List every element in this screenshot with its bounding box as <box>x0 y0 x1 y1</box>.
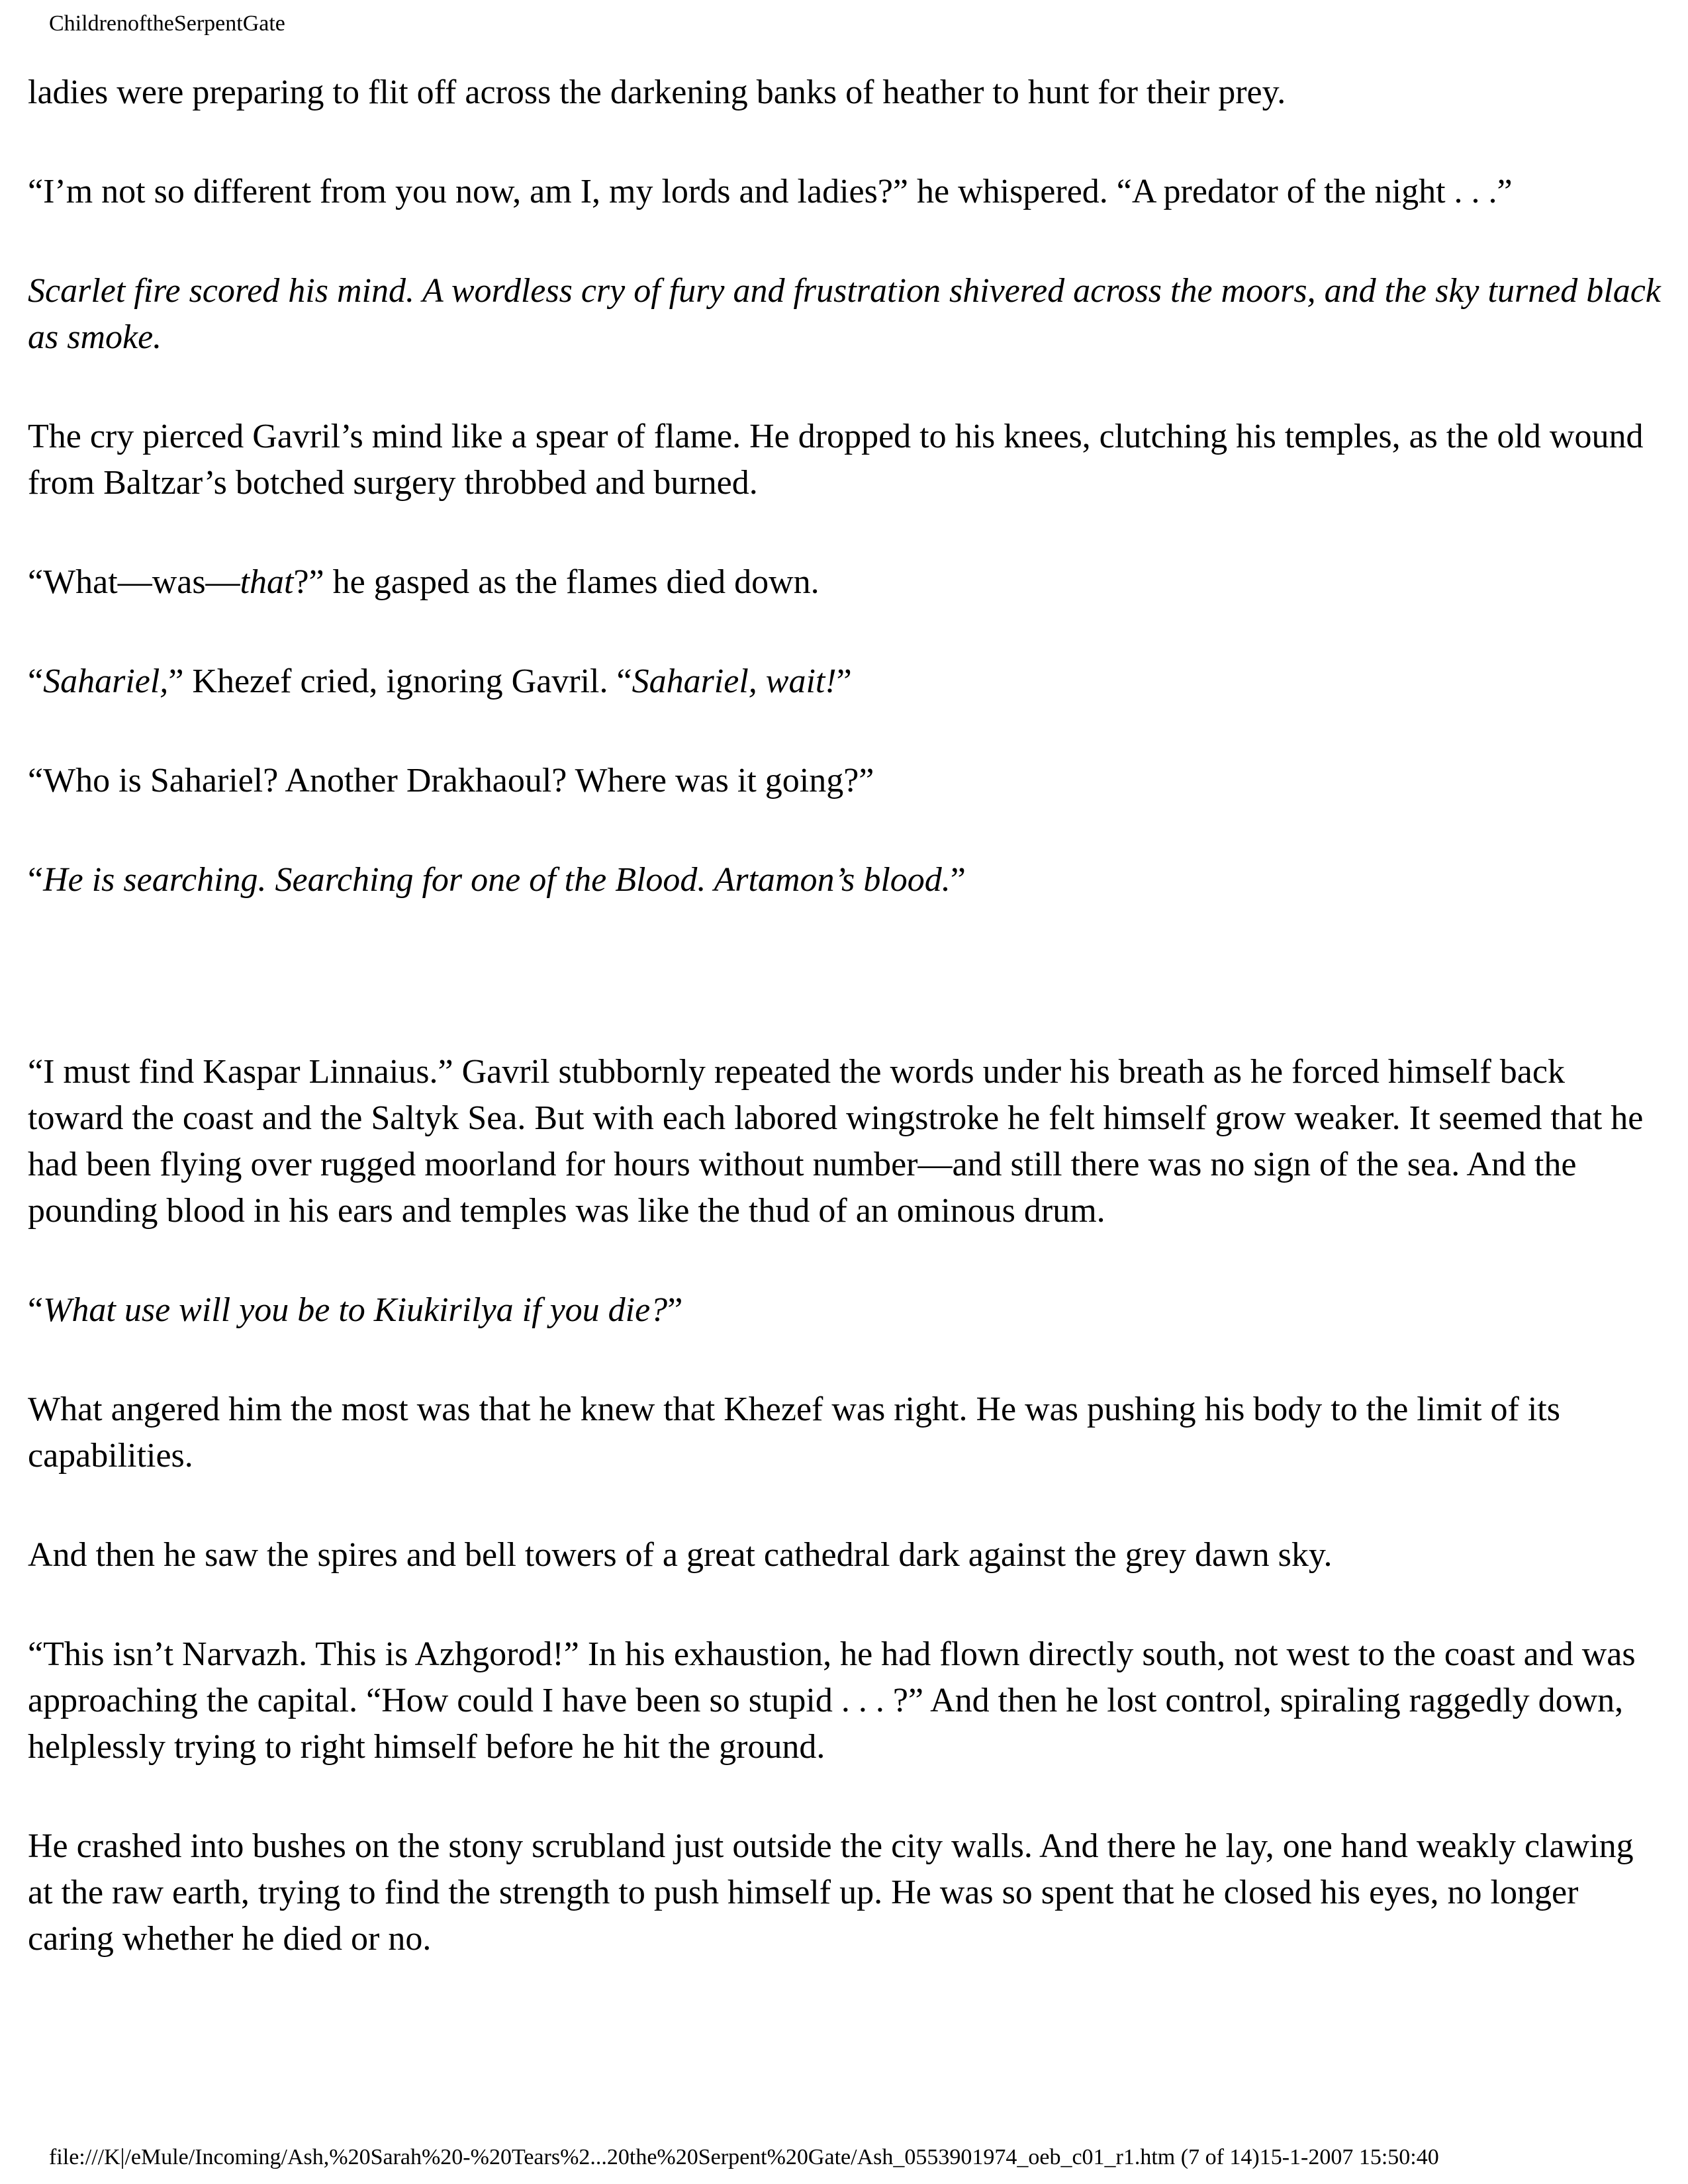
italic-text: that <box>240 563 294 601</box>
text-segment: “ <box>28 861 44 899</box>
paragraph-4: The cry pierced Gavril’s mind like a spear of flame. He dropped to his knees, clutching his temples, as the old wound from Baltzar’s botched surgery throbbed and burned. <box>28 418 1644 502</box>
text-segment: “ <box>28 1291 44 1329</box>
paragraph-6 <box>28 659 1663 705</box>
italic-text: What use will you be to Kiukirilya if you die? <box>43 1291 668 1329</box>
text-segment: ” Khezef cried, ignoring Gavril. “ <box>168 662 632 700</box>
text-segment: ” <box>836 662 852 700</box>
italic-text: Sahariel, wait! <box>632 662 837 700</box>
paragraph-14: He crashed into bushes on the stony scrubland just outside the city walls. And there he lay, one hand weakly clawing at the raw earth, trying to find the strength to push himself up. He was so spent that he closed his eyes, no longer caring whether he died or no. <box>28 1827 1634 1958</box>
italic-text: Sahariel, <box>43 662 169 700</box>
paragraph-5 <box>28 559 1663 606</box>
text-segment: ?” he gasped as the flames died down. <box>293 563 820 601</box>
page-header-title: ChildrenoftheSerpentGate <box>49 11 285 36</box>
paragraph-1: ladies were preparing to flit off across the darkening banks of heather to hunt for their prey. <box>28 73 1286 111</box>
paragraph-12: And then he saw the spires and bell towers of a great cathedral dark against the grey dawn sky. <box>28 1536 1333 1574</box>
page-footer-path: file:///K|/eMule/Incoming/Ash,%20Sarah%20-%20Tears%2...20the%20Serpent%20Gate/Ash_0553901974_oeb_c01_r1.htm (7 of 14)15-1-2007 15:50:40 <box>49 2145 1439 2169</box>
paragraph-3 <box>28 268 1663 361</box>
italic-text: He is searching. Searching for one of the Blood. Artamon’s blood. <box>43 861 951 899</box>
paragraph-13: “This isn’t Narvazh. This is Azhgorod!” In his exhaustion, he had flown directly south, not west to the coast and was approaching the capital. “How could I have been so stupid . . . ?” And then he lost control, spiraling raggedly down, helplessly trying to right himself before he hit the ground. <box>28 1635 1636 1766</box>
text-segment: ” <box>667 1291 683 1329</box>
text-segment: “ <box>28 662 44 700</box>
text-segment: “What—was— <box>28 563 240 601</box>
paragraph-2: “I’m not so different from you now, am I, my lords and ladies?” he whispered. “A predator of the night . . .” <box>28 173 1513 210</box>
paragraph-10 <box>28 1287 1663 1334</box>
paragraph-11: What angered him the most was that he knew that Khezef was right. He was pushing his body to the limit of its capabilities. <box>28 1390 1560 1475</box>
paragraph-8 <box>28 857 1663 903</box>
paragraph-7: “Who is Sahariel? Another Drakhaoul? Where was it going?” <box>28 762 874 799</box>
document-body <box>28 69 1663 2015</box>
paragraph-9: “I must find Kaspar Linnaius.” Gavril stubbornly repeated the words under his breath as he forced himself back toward the coast and the Saltyk Sea. But with each labored wingstroke he felt himself grow weaker. It seemed that he had been flying over rugged moorland for hours without number—and still there was no sign of the sea. And the pounding blood in his ears and temples was like the thud of an ominous drum. <box>28 1053 1644 1230</box>
text-segment: ” <box>950 861 966 899</box>
italic-text: Scarlet fire scored his mind. A wordless cry of fury and frustration shivered across the moors, and the sky turned black as smoke. <box>28 272 1661 356</box>
